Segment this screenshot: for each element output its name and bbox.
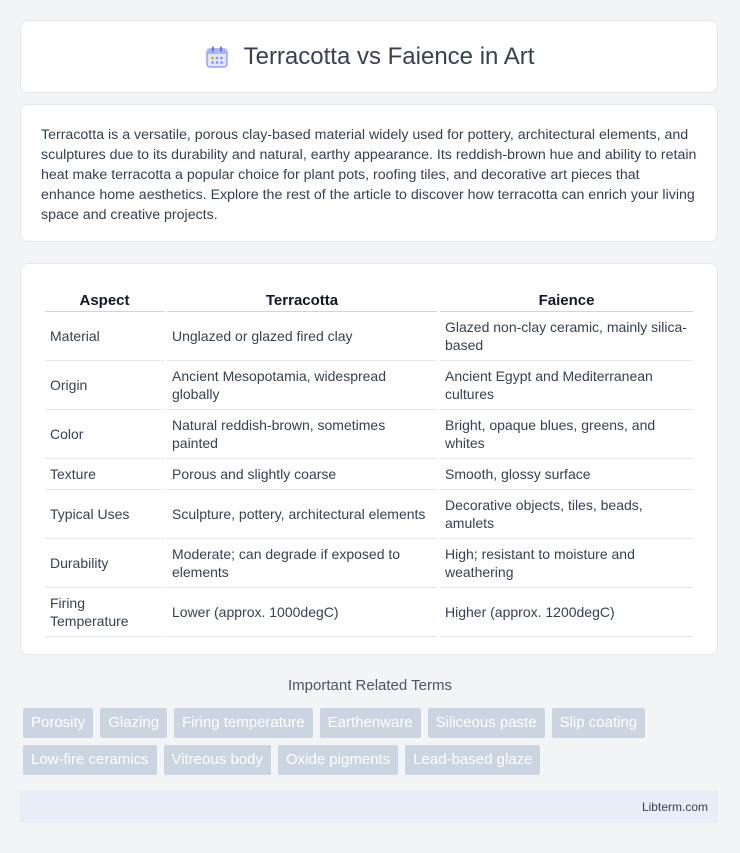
comparison-table-card [20,263,718,655]
term-tag[interactable]: Earthenware [320,708,421,738]
term-tag[interactable]: Glazing [100,708,167,738]
footer-brand-link[interactable]: Libterm.com [641,799,708,814]
header-faience: Faience [440,284,693,312]
table-row [45,410,693,459]
term-tag[interactable]: Siliceous paste [428,708,545,738]
cell-faience: Glazed non-clay ceramic, mainly silica-based [440,312,693,361]
term-tag[interactable]: Lead-based glaze [405,745,540,775]
cell-aspect: Origin [45,361,164,410]
cell-faience: Ancient Egypt and Mediterranean cultures [440,361,693,410]
term-tag[interactable]: Porosity [23,708,93,738]
related-terms-heading: Important Related Terms [288,677,452,694]
cell-aspect: Typical Uses [45,490,164,539]
term-tag[interactable]: Firing temperature [174,708,313,738]
cell-faience: Smooth, glossy surface [440,459,693,490]
table-row [45,588,693,637]
term-tag[interactable]: Low-fire ceramics [23,745,157,775]
cell-faience: Bright, opaque blues, greens, and whites [440,410,693,459]
cell-aspect: Material [45,312,164,361]
term-tag[interactable]: Vitreous body [164,745,271,775]
header-aspect: Aspect [45,284,164,312]
table-row [45,361,693,410]
cell-faience: High; resistant to moisture and weathering [440,539,693,588]
cell-aspect: Color [45,410,164,459]
table-row [45,490,693,539]
footer [20,790,718,823]
cell-aspect: Firing Temperature [45,588,164,637]
term-tag[interactable]: Slip coating [552,708,646,738]
title-wrap [204,43,535,71]
cell-terracotta: Porous and slightly coarse [167,459,437,490]
cell-terracotta: Natural reddish-brown, sometimes painted [167,410,437,459]
term-tag[interactable]: Oxide pigments [278,745,398,775]
comparison-table [42,284,696,637]
cell-faience: Higher (approx. 1200degC) [440,588,693,637]
cell-aspect: Texture [45,459,164,490]
related-terms-list [23,708,723,775]
cell-terracotta: Moderate; can degrade if exposed to elements [167,539,437,588]
cell-terracotta: Unglazed or glazed fired clay [167,312,437,361]
cell-terracotta: Sculpture, pottery, architectural elements [167,490,437,539]
cell-faience: Decorative objects, tiles, beads, amulets [440,490,693,539]
header-card [20,20,718,93]
table-row [45,539,693,588]
table-row [45,312,693,361]
table-row [45,459,693,490]
header-terracotta: Terracotta [167,284,437,312]
cell-terracotta: Ancient Mesopotamia, widespread globally [167,361,437,410]
intro-paragraph: Terracotta is a versatile, porous clay-based material widely used for pottery, architectural elements, and sculptures due to its durability and natural, earthy appearance. Its reddish-brown hue and ability to retain heat make terracotta a popular choice for plant pots, roofing tiles, and decorative art pieces that enhance home aesthetics. Explore the rest of the article to discover how terracotta can enrich your living space and creative projects. [41,127,697,223]
cell-aspect: Durability [45,539,164,588]
table-header-row [45,284,693,312]
intro-card [20,104,718,242]
cell-terracotta: Lower (approx. 1000degC) [167,588,437,637]
calendar-icon [204,44,230,70]
page-title: Terracotta vs Faience in Art [243,42,535,70]
